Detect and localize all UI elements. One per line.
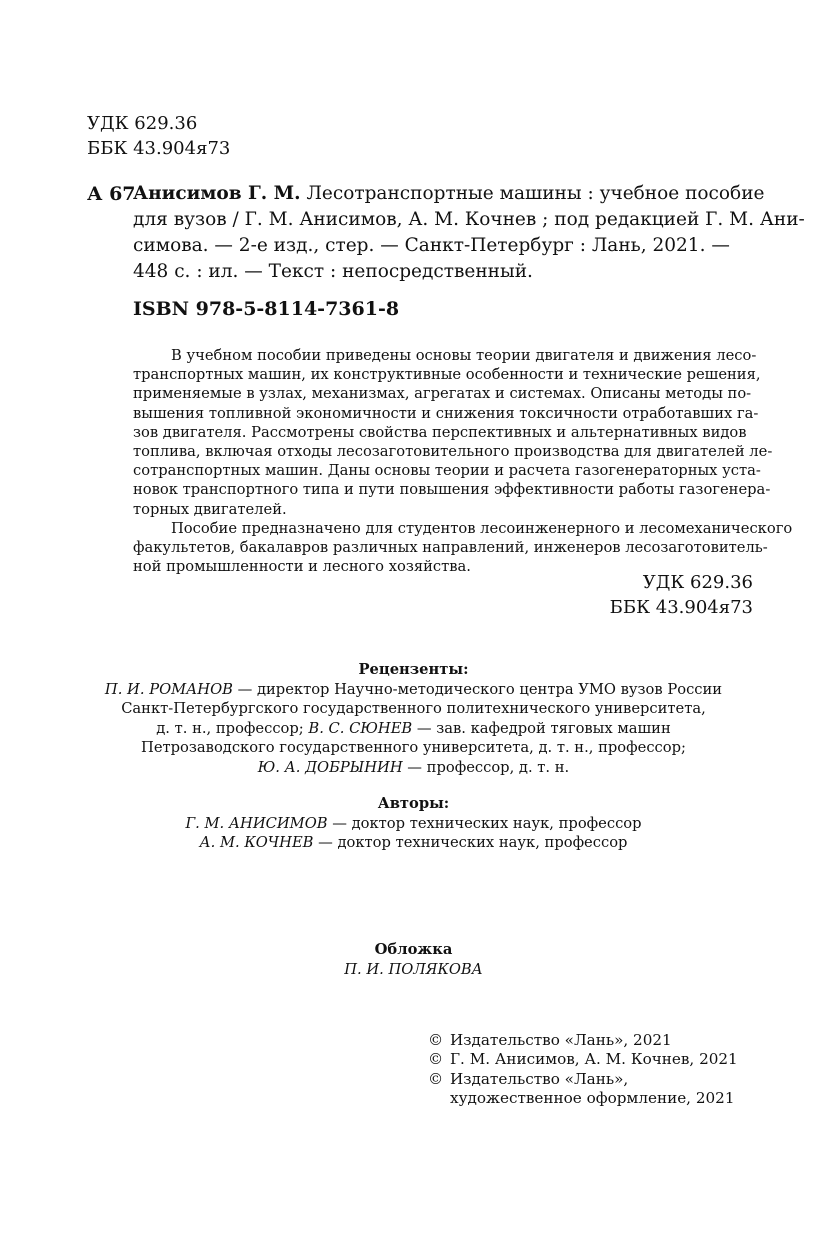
annotation-line: В учебном пособии приведены основы теории двигателя и движения лесо-	[171, 347, 757, 364]
reviewers-block	[0, 660, 827, 778]
catalog-line-1	[133, 181, 765, 207]
reviewer-name: В. С. СЮНЕВ	[308, 719, 413, 737]
reviewer-degree: д. т. н., профессор;	[156, 719, 309, 737]
author-title: — доктор технических наук, профессор	[313, 834, 628, 852]
right-bbk: ББК 43.904я73	[609, 597, 753, 618]
copyright-icon: ©	[428, 1031, 444, 1049]
authors-heading: Авторы:	[377, 795, 450, 812]
reviewer-role: — зав. кафедрой тяговых машин	[412, 719, 671, 737]
catalog-line-2: для вузов / Г. М. Анисимов, А. М. Кочнев ; под редакцией Г. М. Ани-	[133, 209, 805, 230]
author-line-2	[0, 833, 827, 853]
right-classification-codes	[610, 570, 753, 620]
reviewer-name: П. И. РОМАНОВ	[104, 680, 233, 698]
copyright-block	[428, 1031, 738, 1109]
author-mark: А 67	[87, 183, 136, 205]
copyright-line-3	[428, 1070, 738, 1089]
copyright-icon: ©	[428, 1050, 444, 1069]
annotation-line: факультетов, бакалавров различных направлений, инженеров лесозаготовитель-	[133, 539, 768, 557]
annotation-line: применяемые в узлах, механизмах, агрегатах и системах. Описаны методы по-	[133, 385, 752, 403]
right-udk: УДК 629.36	[642, 572, 753, 593]
annotation-line: топлива, включая отходы лесозаготовительного производства для двигателей ле-	[133, 443, 773, 461]
catalog-author: Анисимов Г. М.	[133, 183, 301, 204]
cover-heading: Обложка	[374, 941, 453, 958]
authors-block	[0, 794, 827, 853]
copyright-line-4: художественное оформление, 2021	[450, 1089, 735, 1108]
annotation-line: ной промышленности и лесного хозяйства.	[133, 558, 471, 576]
annotation-line: сотранспортных машин. Даны основы теории и расчета газогенераторных уста-	[133, 462, 761, 480]
catalog-entry	[133, 181, 805, 285]
annotation-line: торных двигателей.	[133, 500, 287, 518]
author-line-1	[0, 814, 827, 834]
catalog-line-4: 448 с. : ил. — Текст : непосредственный.	[133, 261, 533, 282]
isbn: ISBN 978-5-8114-7361-8	[133, 298, 400, 320]
annotation-line: транспортных машин, их конструктивные особенности и технические решения,	[133, 366, 761, 384]
copyright-line-2	[428, 1050, 738, 1069]
reviewer-line-2: Санкт-Петербургского государственного политехнического университета,	[121, 700, 706, 718]
copyright-text: Издательство «Лань»,	[450, 1069, 629, 1088]
reviewer-line-3	[0, 719, 827, 739]
top-bbk: ББК 43.904я73	[87, 138, 231, 159]
copyright-text: Издательство «Лань», 2021	[450, 1031, 672, 1049]
reviewer-role: — директор Научно-методического центра УМО вузов России	[232, 680, 723, 698]
reviewer-line-4: Петрозаводского государственного университета, д. т. н., профессор;	[141, 739, 686, 757]
reviewer-role: — профессор, д. т. н.	[402, 758, 570, 776]
top-udk: УДК 629.36	[87, 113, 198, 134]
author-name: А. М. КОЧНЕВ	[199, 834, 314, 852]
annotation-line: Пособие предназначено для студентов лесоинженерного и лесомеханического	[171, 519, 793, 537]
reviewer-line-5	[0, 758, 827, 778]
annotation-line: новок транспортного типа и пути повышения эффективности работы газогенера-	[133, 481, 771, 499]
cover-designer: П. И. ПОЛЯКОВА	[344, 960, 483, 978]
copyright-text: Г. М. Анисимов, А. М. Кочнев, 2021	[450, 1050, 738, 1069]
annotation-line: вышения топливной экономичности и снижения токсичности отработавших га-	[133, 404, 759, 422]
copyright-icon: ©	[428, 1069, 444, 1088]
reviewers-heading: Рецензенты:	[358, 661, 469, 678]
catalog-line-3: симова. — 2-е изд., стер. — Санкт-Петербург : Лань, 2021. —	[133, 235, 730, 256]
annotation-line: зов двигателя. Рассмотрены свойства перспективных и альтернативных видов	[133, 423, 747, 441]
reviewer-line-1	[0, 680, 827, 700]
author-title: — доктор технических наук, профессор	[327, 814, 642, 832]
annotation	[133, 346, 793, 576]
reviewer-name: Ю. А. ДОБРЫНИН	[257, 758, 403, 776]
author-name: Г. М. АНИСИМОВ	[185, 814, 328, 832]
copyright-line-1	[428, 1031, 738, 1050]
top-classification-codes	[87, 111, 230, 161]
catalog-title: Лесотранспортные машины : учебное пособие	[300, 183, 765, 204]
cover-block	[0, 940, 827, 979]
